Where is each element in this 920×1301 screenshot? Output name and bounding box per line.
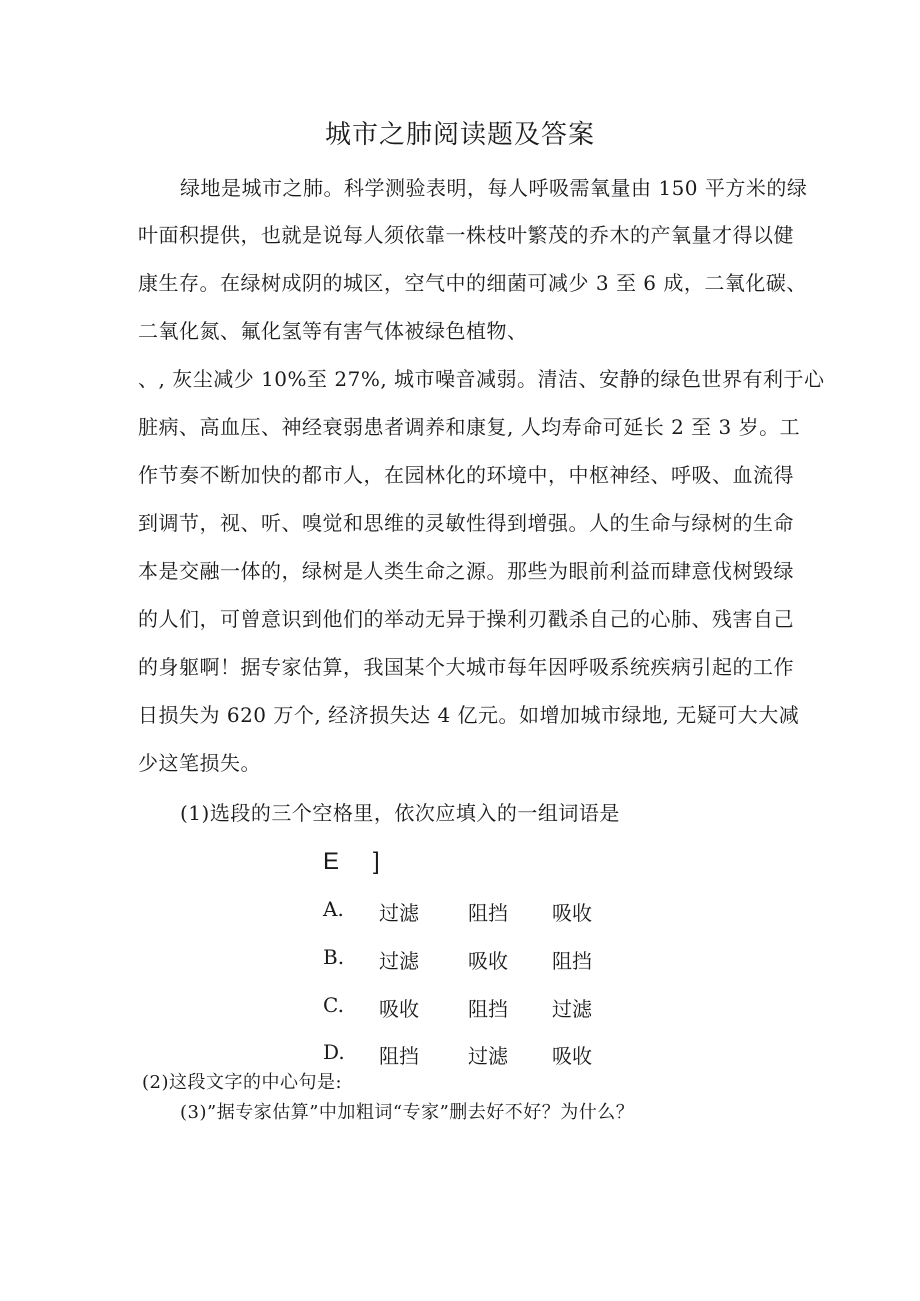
passage-line: 到调节，视、听、嗅觉和思维的灵敏性得到增强。人的生命与绿树的生命 xyxy=(138,511,794,535)
passage-line: 的人们，可曾意识到他们的举动无异于操利刃戳杀自己的心肺、残害自己 xyxy=(138,607,794,631)
passage-line: 少这笔损失。 xyxy=(138,751,261,775)
passage-line: 绿地是城市之肺。科学测验表明，每人呼吸需氧量由 150 平方米的绿 xyxy=(180,176,808,200)
option-word: 过滤 xyxy=(379,901,419,925)
passage-line: 的身躯啊！据专家估算，我国某个大城市每年因呼吸系统疾病引起的工作 xyxy=(138,655,794,679)
passage-line: 二氧化氮、氟化氢等有害气体被绿色植物、 xyxy=(138,319,528,343)
question-2-stem: (2)这段文字的中心句是: xyxy=(142,1072,343,1093)
answer-bracket xyxy=(323,848,380,876)
passage-line: 叶面积提供，也就是说每人须依靠一株枝叶繁茂的乔木的产氧量才得以健 xyxy=(138,223,794,247)
passage-line: 作节奏不断加快的都市人，在园林化的环境中，中枢神经、呼吸、血流得 xyxy=(138,463,794,487)
question-3-stem: (3)”据专家估算”中加粗词“专家”删去好不好？为什么？ xyxy=(180,1102,635,1123)
option-word: 吸收 xyxy=(379,997,419,1021)
question-1-stem: (1)选段的三个空格里，依次应填入的一组词语是 xyxy=(180,801,620,825)
option-word: 过滤 xyxy=(552,997,592,1021)
option-word: 阻挡 xyxy=(552,949,592,973)
option-letter: B. xyxy=(323,945,345,969)
option-word: 过滤 xyxy=(379,949,419,973)
passage-line: 日损失为 620 万个, 经济损失达 4 亿元。如增加城市绿地, 无疑可大大减 xyxy=(138,703,800,727)
option-word: 阻挡 xyxy=(468,997,508,1021)
passage-line: 康生存。在绿树成阴的城区，空气中的细菌可减少 3 至 6 成，二氧化碳、 xyxy=(138,271,807,295)
document-title: 城市之肺阅读题及答案 xyxy=(324,120,595,150)
option-word: 吸收 xyxy=(552,901,592,925)
option-word: 吸收 xyxy=(552,1044,592,1068)
option-letter: D. xyxy=(323,1040,345,1064)
passage-line: 、, 灰尘减少 10%至 27%, 城市噪音减弱。清洁、安静的绿色世界有利于心 xyxy=(138,367,825,391)
option-word: 过滤 xyxy=(468,1044,508,1068)
bracket-open: E xyxy=(323,848,340,875)
passage-line: 本是交融一体的，绿树是人类生命之源。那些为眼前利益而肆意伐树毁绿 xyxy=(138,559,794,583)
option-word: 吸收 xyxy=(468,949,508,973)
bracket-close: ] xyxy=(373,848,380,875)
option-word: 阻挡 xyxy=(468,901,508,925)
passage-line: 脏病、高血压、神经衰弱患者调养和康复, 人均寿命可延长 2 至 3 岁。工 xyxy=(138,415,801,439)
option-letter: C. xyxy=(323,993,344,1017)
option-letter: A. xyxy=(323,897,344,921)
option-word: 阻挡 xyxy=(379,1044,419,1068)
